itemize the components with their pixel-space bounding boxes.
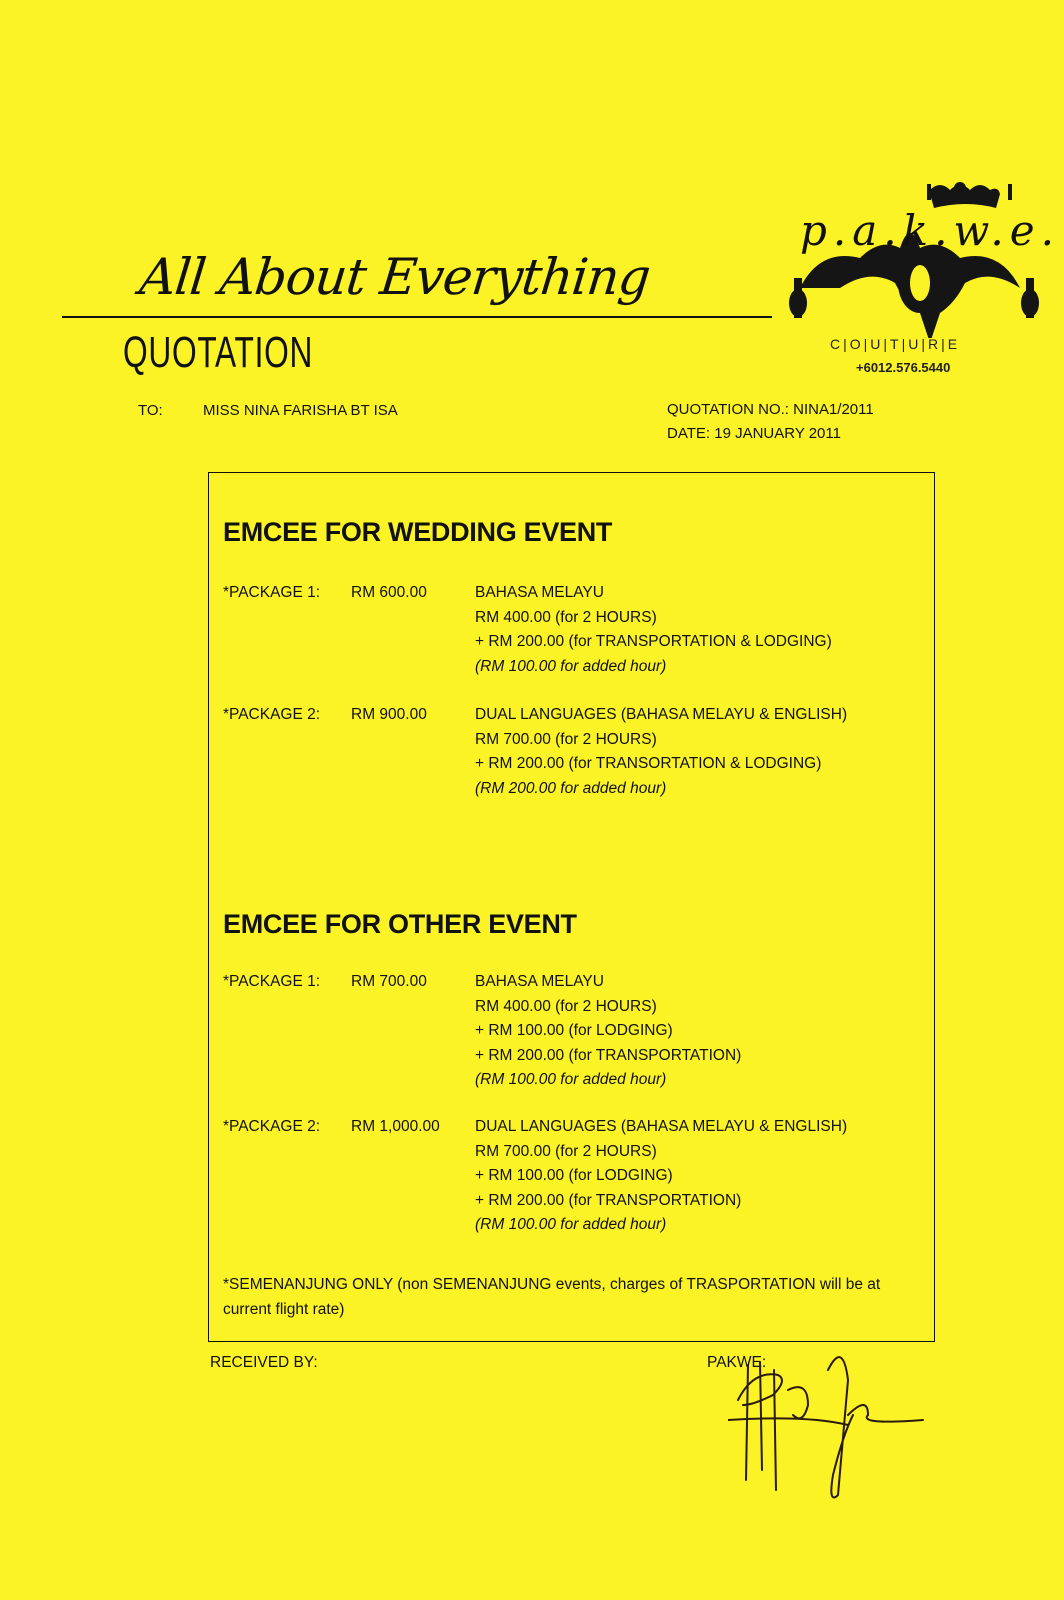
damask-ornament-icon — [780, 178, 1060, 338]
package-line: + RM 200.00 (for TRANSORTATION & LODGING) — [475, 755, 822, 772]
logo-phone: +6012.576.5440 — [856, 360, 951, 375]
header-rule — [62, 316, 772, 318]
package-line: BAHASA MELAYU — [475, 584, 604, 601]
package-line: + RM 100.00 (for LODGING) — [475, 1167, 673, 1184]
quotation-number: QUOTATION NO.: NINA1/2011 — [667, 401, 874, 418]
brand-script-title: All About Everything — [136, 248, 653, 306]
pakwe-label: PAKWE: — [707, 1354, 767, 1371]
package-line: BAHASA MELAYU — [475, 973, 604, 990]
package-line: + RM 200.00 (for TRANSPORTATION & LODGING) — [475, 633, 832, 650]
pakwe-logo — [780, 178, 1060, 378]
package-price: RM 1,000.00 — [351, 1118, 440, 1135]
section-title-wedding: EMCEE FOR WEDDING EVENT — [223, 517, 613, 547]
package-label: *PACKAGE 1: — [223, 973, 321, 990]
package-label: *PACKAGE 2: — [223, 1118, 321, 1135]
package-line: DUAL LANGUAGES (BAHASA MELAYU & ENGLISH) — [475, 706, 848, 723]
package-label: *PACKAGE 1: — [223, 584, 321, 601]
package-note: (RM 100.00 for added hour) — [475, 1071, 667, 1088]
package-note: (RM 100.00 for added hour) — [475, 657, 667, 675]
package-price: RM 600.00 — [351, 584, 427, 601]
logo-tagline: C|O|U|T|U|R|E — [830, 336, 961, 352]
package-line: + RM 100.00 (for LODGING) — [475, 1022, 673, 1039]
footnote: *SEMENANJUNG ONLY (non SEMENANJUNG events, charges of TRASPORTATION will be at current flight rate) — [223, 1276, 881, 1318]
package-line: + RM 200.00 (for TRANSPORTATION) — [475, 1046, 742, 1064]
handwritten-signature-icon — [728, 1350, 928, 1500]
to-label: TO: — [138, 402, 163, 419]
quotation-box — [208, 472, 935, 1342]
package-label: *PACKAGE 2: — [223, 706, 321, 723]
package-line: RM 700.00 (for 2 HOURS) — [475, 1142, 657, 1160]
package-line: RM 400.00 (for 2 HOURS) — [475, 608, 657, 626]
document-title: QUOTATION — [123, 328, 314, 377]
package-line: RM 700.00 (for 2 HOURS) — [475, 730, 657, 748]
package-price: RM 700.00 — [351, 973, 427, 990]
package-line: RM 400.00 (for 2 HOURS) — [475, 997, 657, 1015]
to-value: MISS NINA FARISHA BT ISA — [203, 402, 398, 419]
package-line: DUAL LANGUAGES (BAHASA MELAYU & ENGLISH) — [475, 1118, 848, 1135]
package-line: + RM 200.00 (for TRANSPORTATION) — [475, 1191, 742, 1209]
package-note: (RM 200.00 for added hour) — [475, 779, 667, 797]
package-note: (RM 100.00 for added hour) — [475, 1216, 667, 1233]
received-by-label: RECEIVED BY: — [210, 1354, 318, 1371]
package-price: RM 900.00 — [351, 706, 427, 723]
quotation-date: DATE: 19 JANUARY 2011 — [667, 425, 841, 442]
section-title-other: EMCEE FOR OTHER EVENT — [223, 909, 577, 939]
logo-name: p.a.k.w.e. — [800, 206, 1060, 255]
